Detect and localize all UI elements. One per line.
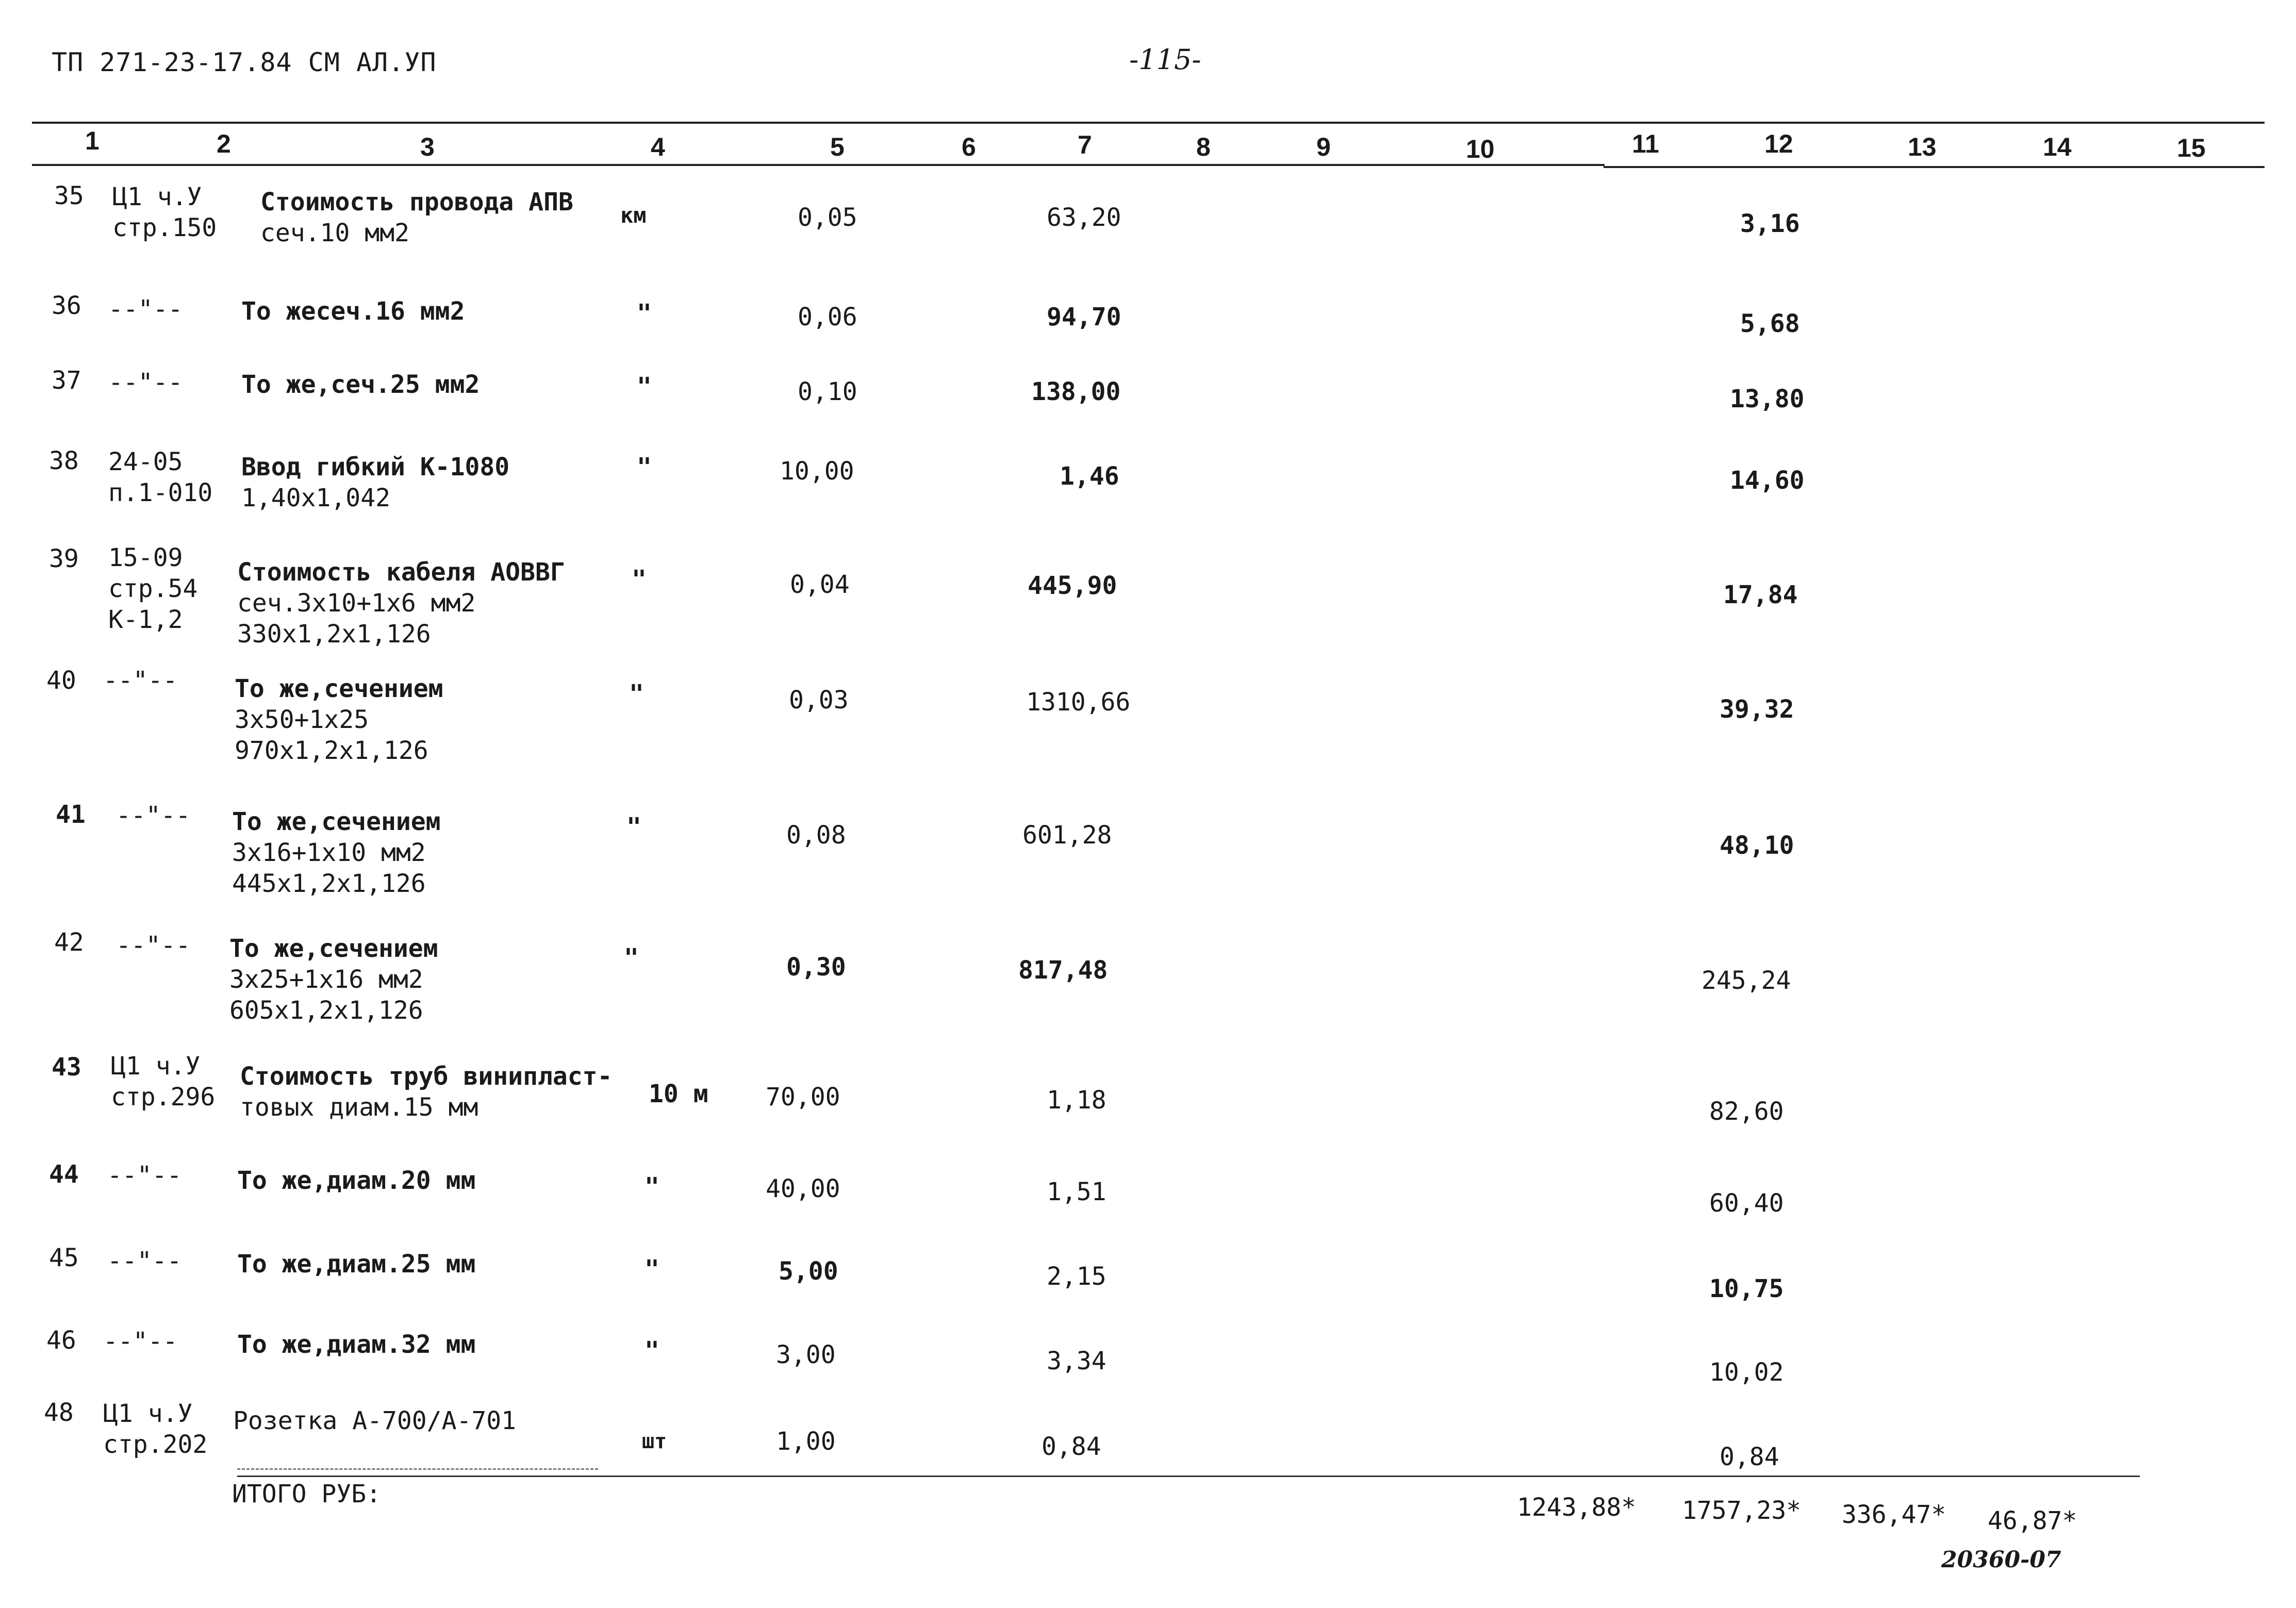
column-number-13: 13 bbox=[1908, 132, 1937, 161]
row-total: 48,10 bbox=[1720, 831, 1794, 860]
row-quantity: 1,00 bbox=[776, 1427, 836, 1456]
row-reference: --"-- bbox=[116, 801, 191, 830]
row-quantity: 70,00 bbox=[766, 1083, 840, 1112]
row-unit: " bbox=[632, 565, 647, 594]
row-unit-price: 0,84 bbox=[1042, 1432, 1101, 1461]
row-unit: " bbox=[645, 1255, 659, 1284]
column-number-4: 4 bbox=[651, 132, 665, 161]
row-unit-price: 445,90 bbox=[1028, 571, 1117, 600]
row-unit-price: 2,15 bbox=[1047, 1262, 1106, 1291]
total-col-11: 1243,88* bbox=[1517, 1493, 1637, 1522]
row-quantity: 3,00 bbox=[776, 1340, 836, 1369]
row-reference: --"-- bbox=[103, 1327, 178, 1356]
document-code: ТП 271-23-17.84 СМ АЛ.УП bbox=[52, 47, 437, 77]
row-unit: " bbox=[637, 372, 652, 401]
total-separator-dashed bbox=[237, 1468, 598, 1470]
row-unit: 10 м bbox=[649, 1080, 708, 1108]
row-unit: " bbox=[629, 679, 644, 708]
row-quantity: 0,05 bbox=[798, 203, 857, 232]
header-bottom-rule-right bbox=[1604, 166, 2265, 168]
row-unit: " bbox=[645, 1336, 659, 1365]
row-number: 45 bbox=[49, 1244, 79, 1272]
footer-code: 20360-07 bbox=[1941, 1547, 2061, 1573]
row-description: Стоимость труб винипласт- товых диам.15 мм bbox=[240, 1062, 613, 1122]
row-description: То же,диам.32 мм bbox=[237, 1330, 476, 1359]
row-number: 37 bbox=[52, 366, 81, 395]
row-description: То же,сечением 3х50+1х25 970х1,2х1,126 bbox=[235, 674, 443, 765]
row-description: Ввод гибкий К-1080 1,40х1,042 bbox=[241, 453, 510, 512]
row-number: 43 bbox=[52, 1053, 81, 1082]
row-reference: Ц1 ч.У стр.296 bbox=[111, 1052, 216, 1112]
row-total: 0,84 bbox=[1720, 1443, 1779, 1471]
row-total: 3,16 bbox=[1740, 209, 1800, 238]
column-number-1: 1 bbox=[85, 126, 100, 155]
row-unit: км bbox=[620, 203, 647, 228]
row-total: 245,24 bbox=[1702, 966, 1791, 995]
row-reference: Ц1 ч.У стр.150 bbox=[112, 183, 217, 242]
total-label: ИТОГО РУБ: bbox=[232, 1480, 381, 1508]
row-unit: шт bbox=[642, 1430, 667, 1453]
row-reference: --"-- bbox=[103, 666, 178, 695]
row-description: То жесеч.16 мм2 bbox=[241, 297, 465, 326]
row-unit-price: 817,48 bbox=[1018, 956, 1108, 985]
column-number-11: 11 bbox=[1632, 129, 1659, 158]
row-unit: " bbox=[645, 1172, 659, 1201]
row-reference: --"-- bbox=[108, 295, 183, 324]
row-description: То же,диам.20 мм bbox=[237, 1166, 476, 1195]
row-number: 48 bbox=[44, 1398, 74, 1427]
row-total: 82,60 bbox=[1709, 1097, 1784, 1126]
row-unit: " bbox=[637, 299, 652, 328]
row-reference: --"-- bbox=[107, 1161, 182, 1190]
row-quantity: 0,30 bbox=[786, 953, 846, 982]
total-col-14: 46,87* bbox=[1988, 1506, 2077, 1535]
row-description: То же,сеч.25 мм2 bbox=[241, 370, 480, 399]
column-number-10: 10 bbox=[1466, 135, 1495, 163]
header-bottom-rule bbox=[32, 164, 1605, 166]
row-unit-price: 1,18 bbox=[1047, 1086, 1106, 1115]
row-description: То же,сечением 3х25+1х16 мм2 605х1,2х1,126 bbox=[229, 934, 438, 1025]
row-description: Стоимость провода АПВ сеч.10 мм2 bbox=[260, 188, 573, 247]
page-number: -115- bbox=[1129, 43, 1201, 76]
row-reference: --"-- bbox=[116, 931, 191, 960]
row-reference: 15-09 стр.54 К-1,2 bbox=[108, 543, 198, 634]
row-total: 5,68 bbox=[1740, 309, 1800, 338]
row-total: 10,75 bbox=[1709, 1274, 1784, 1303]
column-number-9: 9 bbox=[1316, 132, 1331, 161]
row-quantity: 0,04 bbox=[790, 570, 850, 599]
row-total: 17,84 bbox=[1723, 581, 1798, 609]
row-number: 36 bbox=[52, 291, 81, 320]
row-number: 38 bbox=[49, 446, 79, 475]
total-col-13: 336,47* bbox=[1842, 1500, 1946, 1529]
row-number: 46 bbox=[46, 1326, 76, 1355]
column-number-14: 14 bbox=[2043, 132, 2072, 161]
row-quantity: 0,03 bbox=[789, 686, 849, 715]
row-description: То же,диам.25 мм bbox=[237, 1250, 476, 1279]
row-number: 39 bbox=[49, 544, 79, 573]
row-unit-price: 601,28 bbox=[1022, 821, 1112, 850]
row-unit: " bbox=[637, 453, 652, 482]
column-number-15: 15 bbox=[2177, 134, 2206, 162]
row-reference: 24-05 п.1-010 bbox=[108, 447, 213, 507]
row-quantity: 5,00 bbox=[779, 1257, 838, 1286]
row-unit: " bbox=[624, 943, 639, 972]
row-quantity: 0,06 bbox=[798, 303, 857, 331]
row-reference: Ц1 ч.У стр.202 bbox=[103, 1399, 208, 1459]
row-description: Стоимость кабеля АОВВГ сеч.3х10+1х6 мм2 330х1,2х1,126 bbox=[237, 558, 565, 649]
row-number: 41 bbox=[56, 800, 86, 829]
row-number: 35 bbox=[54, 181, 84, 210]
row-number: 42 bbox=[54, 928, 84, 957]
row-total: 10,02 bbox=[1709, 1358, 1784, 1387]
column-number-7: 7 bbox=[1078, 130, 1092, 159]
row-total: 14,60 bbox=[1730, 466, 1805, 495]
row-description: Розетка А-700/А-701 bbox=[233, 1406, 517, 1435]
row-total: 39,32 bbox=[1720, 695, 1794, 724]
row-unit-price: 1,51 bbox=[1047, 1178, 1106, 1206]
column-number-3: 3 bbox=[420, 132, 435, 161]
total-separator-rule bbox=[237, 1476, 2140, 1477]
row-unit-price: 3,34 bbox=[1047, 1347, 1106, 1375]
column-number-8: 8 bbox=[1196, 132, 1211, 161]
row-quantity: 40,00 bbox=[766, 1174, 840, 1203]
row-total: 60,40 bbox=[1709, 1189, 1784, 1218]
row-reference: --"-- bbox=[108, 368, 183, 397]
column-number-5: 5 bbox=[830, 132, 845, 161]
row-unit: " bbox=[626, 813, 641, 841]
row-unit-price: 63,20 bbox=[1047, 203, 1121, 232]
column-number-6: 6 bbox=[962, 132, 976, 161]
column-number-2: 2 bbox=[217, 129, 231, 158]
row-number: 40 bbox=[46, 666, 76, 695]
total-col-12: 1757,23* bbox=[1682, 1496, 1802, 1525]
row-unit-price: 94,70 bbox=[1047, 303, 1121, 331]
row-quantity: 10,00 bbox=[780, 457, 854, 486]
row-description: То же,сечением 3х16+1х10 мм2 445х1,2х1,126 bbox=[232, 807, 441, 898]
row-number: 44 bbox=[49, 1160, 79, 1189]
row-unit-price: 1,46 bbox=[1060, 462, 1119, 491]
row-unit-price: 138,00 bbox=[1031, 377, 1121, 406]
row-quantity: 0,08 bbox=[786, 821, 846, 850]
row-quantity: 0,10 bbox=[798, 377, 857, 406]
row-reference: --"-- bbox=[107, 1247, 182, 1275]
table-top-rule bbox=[32, 122, 2265, 124]
row-unit-price: 1310,66 bbox=[1026, 688, 1131, 717]
row-total: 13,80 bbox=[1730, 385, 1805, 413]
column-number-12: 12 bbox=[1764, 129, 1793, 158]
